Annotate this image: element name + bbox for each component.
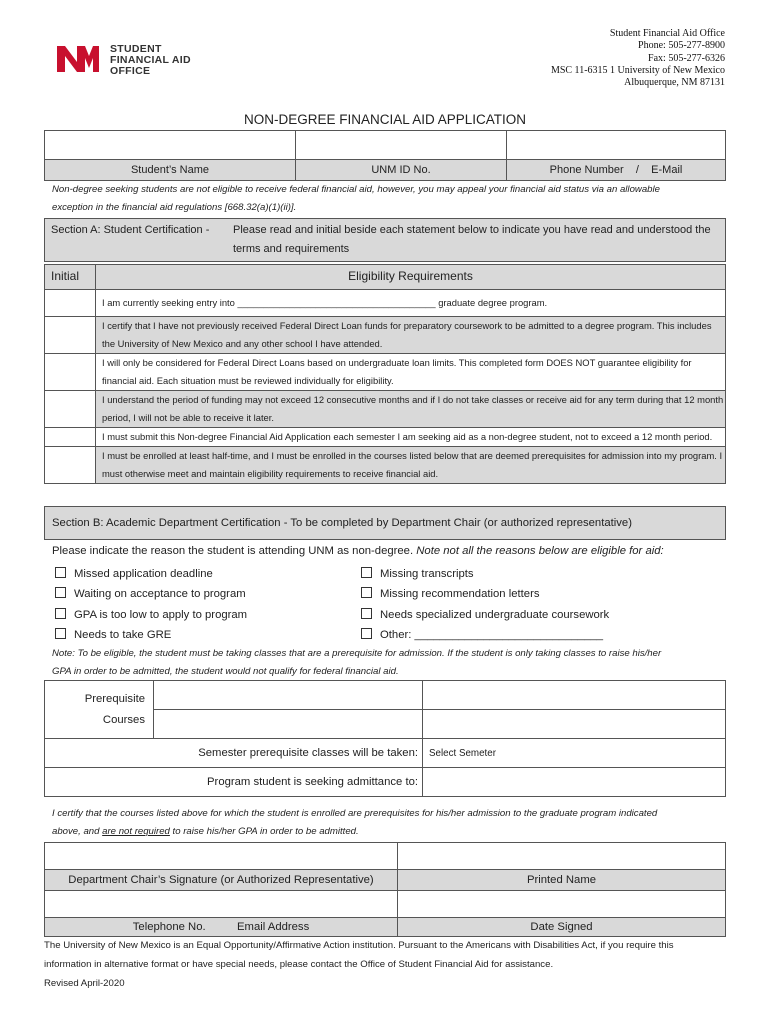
- reason-option[interactable]: Other: ______________________________: [361, 625, 721, 645]
- student-info-table: [44, 130, 726, 181]
- date-signed-field[interactable]: [398, 891, 726, 918]
- checkbox-icon[interactable]: [55, 608, 66, 619]
- requirement-statement: I am currently seeking entry into ______________________________________ graduate degree program.: [96, 290, 726, 317]
- initial-field[interactable]: [45, 354, 96, 391]
- reasons-left: [55, 564, 355, 645]
- footer-notice: The University of New Mexico is an Equal Opportunity/Affirmative Action institution. Pursuant to the Americans with Disabilities Act, if you require this information in alternative format or have special needs, please contact the Office of Student Financial Aid for assistance.: [44, 940, 674, 970]
- federal-aid-note: Non-degree seeking students are not eligible to receive federal financial aid, however, you may appeal your financial aid status via an allowable exception in the financial aid regulations [668.32(a)(1)(ii)].: [52, 184, 660, 213]
- requirement-statement: I will only be considered for Federal Direct Loans based on undergraduate loan limits. This completed form DOES NOT guarantee eligibility for financial aid. Each situation must be reviewed individually for eligibility.: [96, 354, 726, 391]
- revision-date: Revised April-2020: [44, 978, 125, 989]
- reason-option[interactable]: Waiting on acceptance to program: [55, 584, 355, 604]
- checkbox-icon[interactable]: [55, 567, 66, 578]
- section-a-instruction: Please read and initial beside each statement below to indicate you have read and understood the terms and requirements: [227, 219, 726, 262]
- requirement-statement: I must submit this Non-degree Financial Aid Application each semester I am seeking aid as a non-degree student, not to exceed a 12 month period.: [96, 428, 726, 447]
- unm-id-field[interactable]: [296, 131, 507, 160]
- course-field[interactable]: [423, 681, 726, 710]
- printed-name-label: Printed Name: [398, 870, 726, 891]
- semester-label: Semester prerequisite classes will be taken:: [45, 739, 423, 768]
- prerequisite-table: [44, 680, 726, 797]
- requirement-statement: I must be enrolled at least half-time, and I must be enrolled in the courses listed below that are deemed prerequisites for admission into my program. I must otherwise meet and maintain eligibility requirements to receive financial aid.: [96, 447, 726, 484]
- phone-email-signature-field[interactable]: [45, 891, 398, 918]
- checkbox-icon[interactable]: [361, 587, 372, 598]
- course-field[interactable]: [154, 710, 423, 739]
- chair-signature-field[interactable]: [45, 843, 398, 870]
- unm-logo-icon: [55, 42, 101, 76]
- reason-option[interactable]: Needs specialized undergraduate coursework: [361, 605, 721, 625]
- student-name-label: Student’s Name: [45, 160, 296, 181]
- checkbox-icon[interactable]: [361, 608, 372, 619]
- eligibility-note: Note: To be eligible, the student must be taking classes that are a prerequisite for admission. If the student is only taking classes to raise his/her GPA in order to be admitted, the student would not qualify for federal financial aid.: [52, 648, 662, 677]
- prerequisite-label: Prerequisite Courses: [45, 681, 154, 739]
- phone-email-field[interactable]: [507, 131, 726, 160]
- reason-option[interactable]: GPA is too low to apply to program: [55, 605, 355, 625]
- initial-field[interactable]: [45, 290, 96, 317]
- initial-field[interactable]: [45, 391, 96, 428]
- phone-email-label: Phone Number / E-Mail: [507, 160, 726, 181]
- reason-option[interactable]: Missing recommendation letters: [361, 584, 721, 604]
- initial-field[interactable]: [45, 317, 96, 354]
- requirement-statement: I certify that I have not previously received Federal Direct Loan funds for preparatory coursework to be admitted to a degree program. This includes the University of New Mexico and any other school I have attended.: [96, 317, 726, 354]
- initial-label: Initial: [45, 265, 96, 290]
- reason-option[interactable]: Missed application deadline: [55, 564, 355, 584]
- requirements-label: Eligibility Requirements: [96, 265, 726, 290]
- checkbox-icon[interactable]: [55, 628, 66, 639]
- eligibility-table: [44, 264, 726, 484]
- course-field[interactable]: [423, 710, 726, 739]
- program-label: Program student is seeking admittance to:: [45, 768, 423, 797]
- logo-text: STUDENT FINANCIAL AID OFFICE: [110, 43, 191, 77]
- section-a-heading: Section A: Student Certification -: [45, 219, 228, 262]
- section-b-heading: Section B: Academic Department Certification - To be completed by Department Chair (or authorized representative): [45, 507, 726, 540]
- program-field[interactable]: [423, 768, 726, 797]
- signature-table: [44, 842, 726, 937]
- telephone-email-label: Telephone No. Email Address: [45, 918, 398, 937]
- certification-statement: I certify that the courses listed above for which the student is enrolled are prerequisites for his/her admission to the graduate program indicated above, and are not required to raise his/her GPA in order to be admitted.: [52, 808, 658, 837]
- printed-name-field[interactable]: [398, 843, 726, 870]
- student-name-field[interactable]: [45, 131, 296, 160]
- office-address: Student Financial Aid Office Phone: 505-277-8900 Fax: 505-277-6326 MSC 11-6315 1 University of New Mexico Albuquerque, NM 87131: [550, 28, 725, 89]
- semester-select[interactable]: Select Semeter: [423, 739, 726, 768]
- checkbox-icon[interactable]: [361, 567, 372, 578]
- initial-field[interactable]: [45, 428, 96, 447]
- reasons-right: [361, 564, 721, 645]
- section-b-header: [44, 506, 726, 540]
- requirement-statement: I understand the period of funding may not exceed 12 consecutive months and if I do not take classes or receive aid for any term during that 12 month period, I will not be able to receive it later.: [96, 391, 726, 428]
- date-signed-label: Date Signed: [398, 918, 726, 937]
- course-field[interactable]: [154, 681, 423, 710]
- section-a-header: [44, 218, 726, 262]
- initial-field[interactable]: [45, 447, 96, 484]
- checkbox-icon[interactable]: [361, 628, 372, 639]
- unm-id-label: UNM ID No.: [296, 160, 507, 181]
- reason-option[interactable]: Missing transcripts: [361, 564, 721, 584]
- reason-option[interactable]: Needs to take GRE: [55, 625, 355, 645]
- checkbox-icon[interactable]: [55, 587, 66, 598]
- reason-prompt: Please indicate the reason the student is attending UNM as non-degree. Note not all the reasons below are eligible for aid:: [52, 545, 664, 557]
- chair-signature-label: Department Chair’s Signature (or Authorized Representative): [45, 870, 398, 891]
- form-title: NON-DEGREE FINANCIAL AID APPLICATION: [243, 112, 527, 127]
